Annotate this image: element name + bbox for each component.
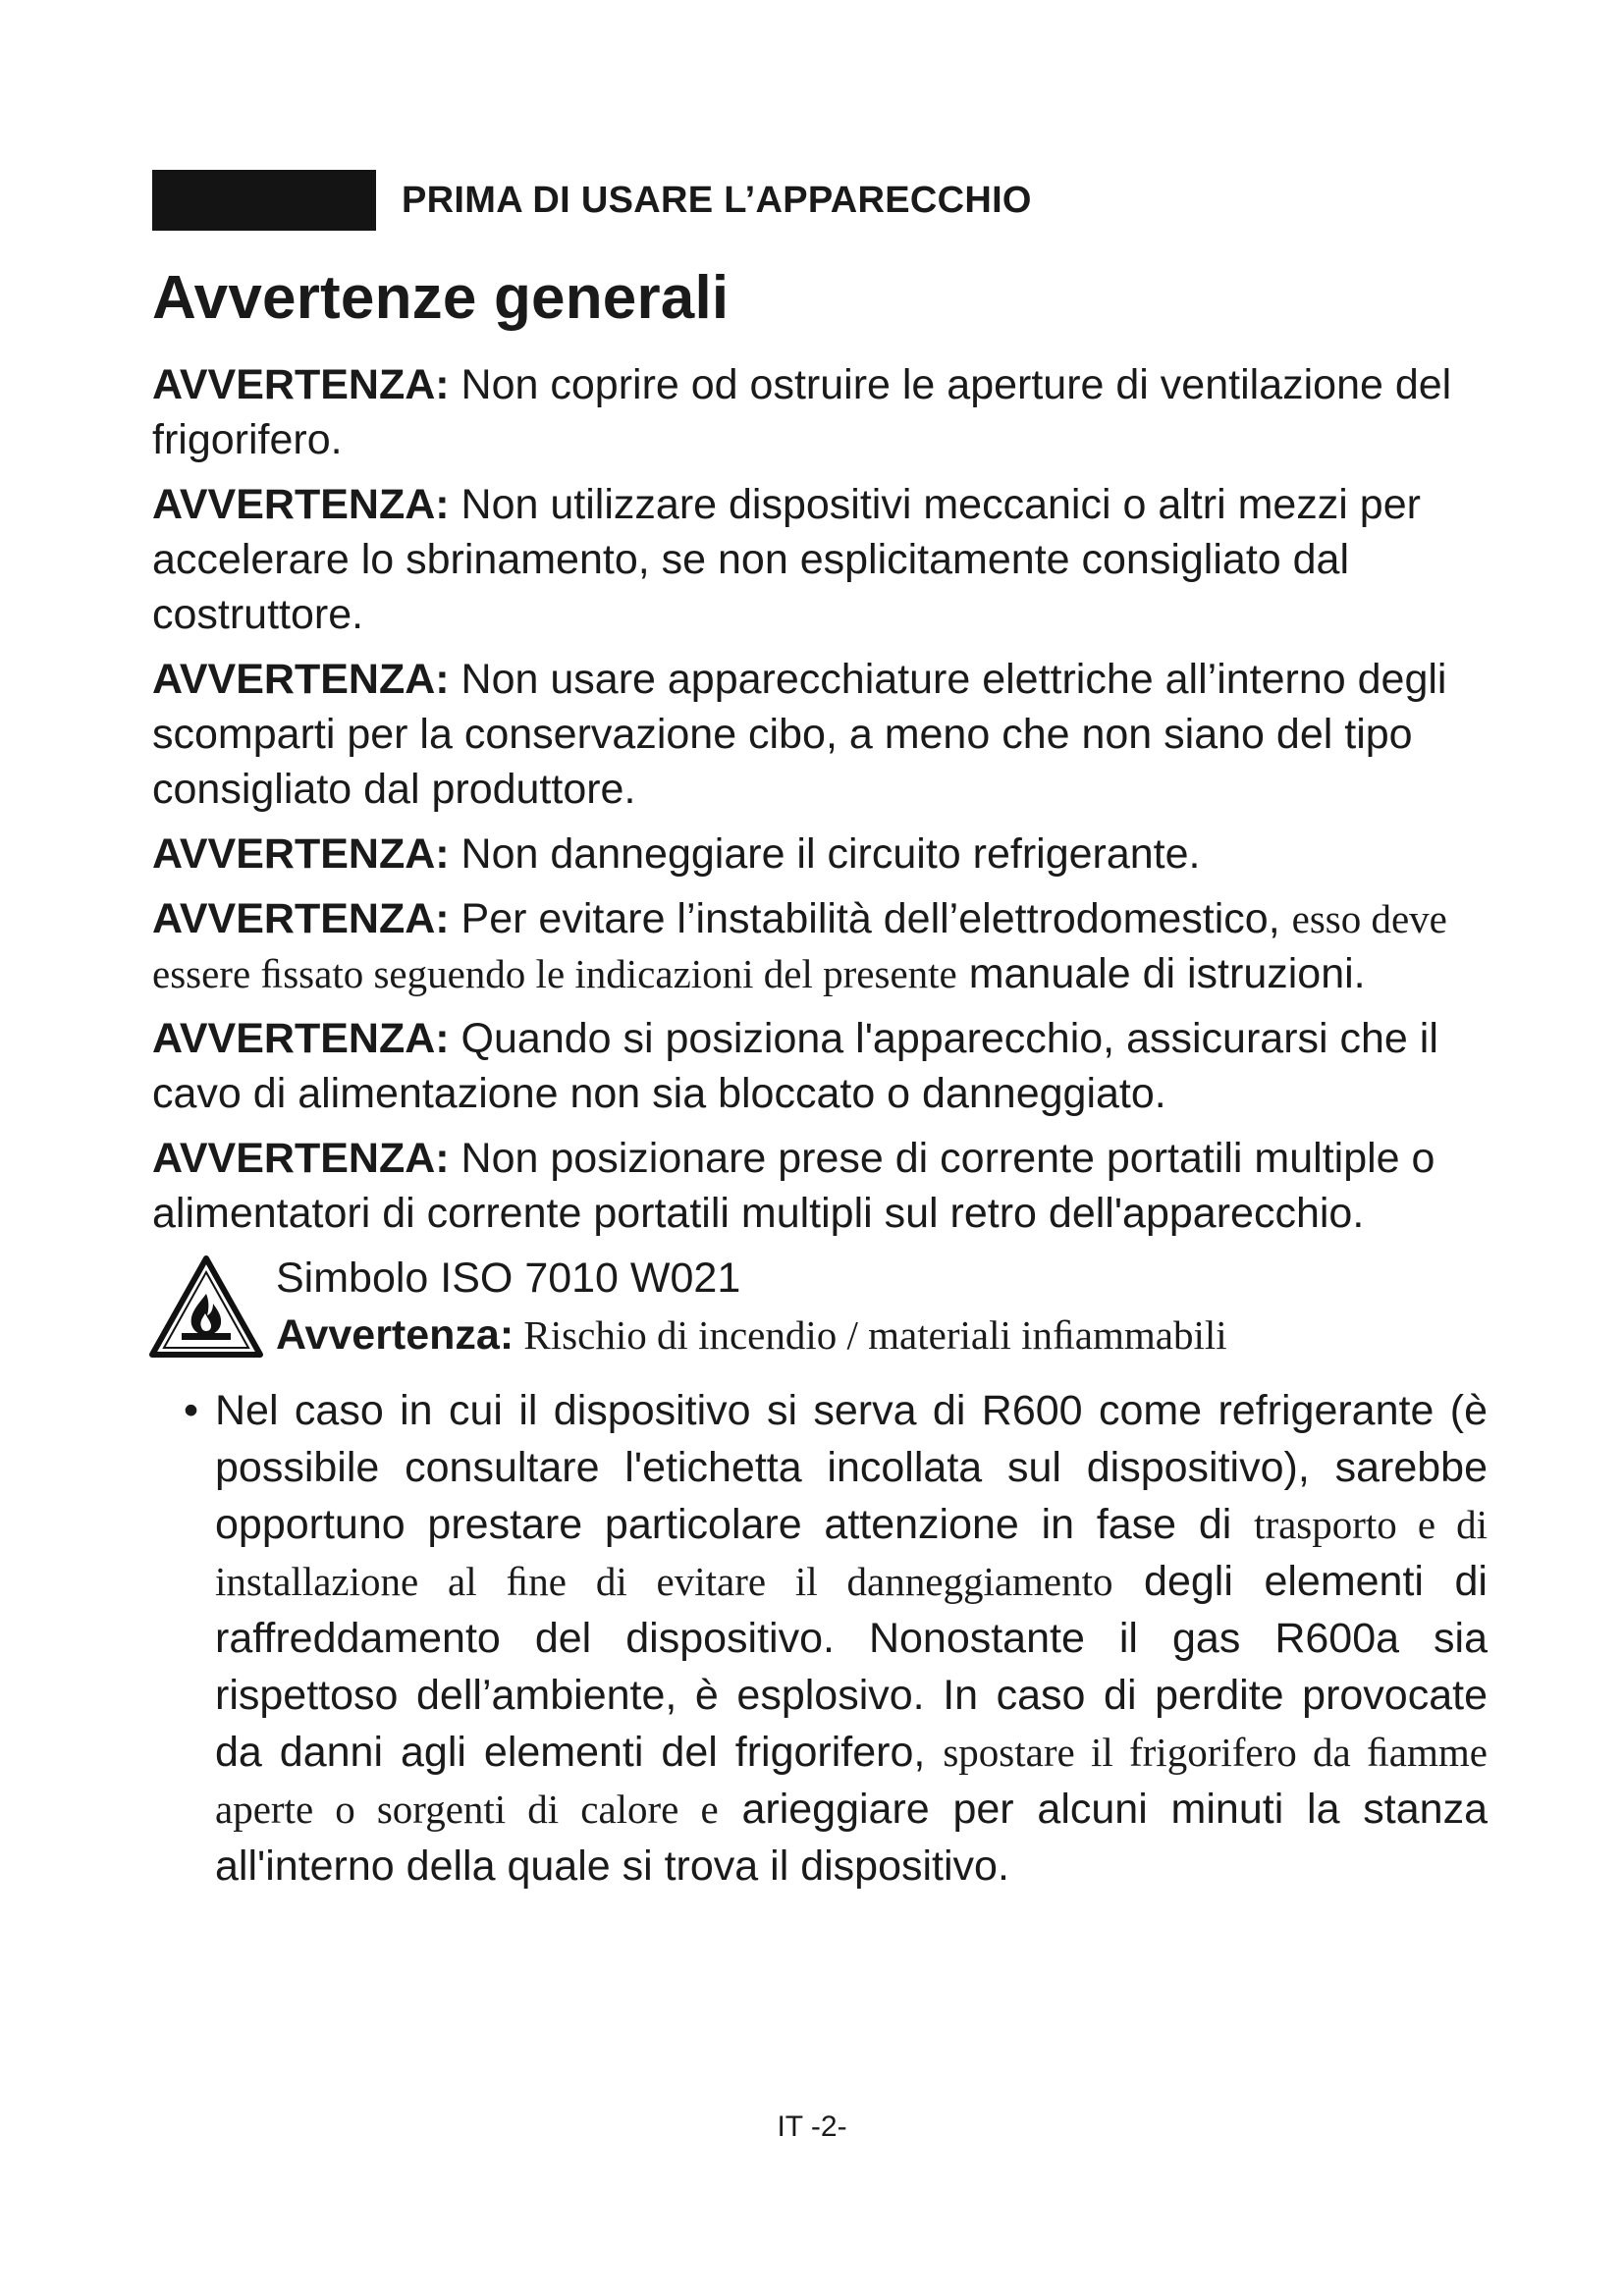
iso-symbol-block [152, 1251, 1488, 1372]
warning-label: AVVERTENZA: [152, 1015, 450, 1062]
iso-symbol-code: Simbolo ISO 7010 W021 [276, 1255, 741, 1302]
flammable-warning-icon [148, 1255, 264, 1359]
warning-text: Non coprire od ostruire le aperture di ventilazione del frigorifero. [152, 361, 1452, 463]
warning-ventilation [152, 357, 1488, 467]
warning-label: AVVERTENZA: [152, 481, 450, 528]
warning-text: Non usare apparecchiature elettriche all’interno degli scomparti per la conservazione cibo, a meno che non siano del tipo consigliato dal produttore. [152, 656, 1447, 813]
section-header [152, 169, 1488, 232]
iso-warning-line [276, 1308, 1227, 1362]
warning-text: Non utilizzare dispositivi meccanici o altri mezzi per accelerare lo sbrinamento, se non esplicitamente consigliato dal costruttore. [152, 481, 1421, 638]
warning-text: Quando si posiziona l'apparecchio, assicurarsi che il cavo di alimentazione non sia bloccato o danneggiato. [152, 1015, 1438, 1117]
warning-stability [152, 891, 1488, 1001]
bullet-marker: • [184, 1387, 199, 1434]
warning-electrical [152, 652, 1488, 817]
warning-text-serif: esso deve essere ﬁssato seguendo le indicazioni del presente [152, 896, 1447, 996]
warning-power-cable [152, 1011, 1488, 1121]
r600-bullet-item [152, 1382, 1488, 1895]
iso-warning-text: Rischio di incendio / materiali inﬁammabili [514, 1312, 1227, 1358]
warning-label: AVVERTENZA: [152, 1135, 450, 1182]
section-bar [152, 170, 376, 231]
warning-power-strips [152, 1131, 1488, 1241]
bullet-text-1: Nel caso in cui il dispositivo si serva di R600 come refrigerante (è possibile consultare l'etichetta incollata sul dispositivo), sarebbe opportuno prestare particolare attenzione in fase di [215, 1387, 1488, 1548]
warning-label: AVVERTENZA: [152, 830, 450, 878]
bullet-text-2: degli elementi di raffreddamento del dispositivo. Nonostante il gas R600a sia rispettoso dell’ambiente, è esplosivo. In caso di perdite provocate da danni agli elementi del frigorifero, [215, 1558, 1488, 1776]
page-content [152, 169, 1488, 1895]
bullet-text-3: arieggiare per alcuni minuti la stanza all'interno della quale si trova il dispositivo. [215, 1786, 1488, 1890]
warning-defrost [152, 477, 1488, 642]
warnings-list [152, 357, 1488, 1241]
warning-text: Non danneggiare il circuito refrigerante. [449, 830, 1201, 878]
bullet-text-serif-1: trasporto e di installazione al ﬁne di evitare il danneggiamento [215, 1502, 1488, 1604]
bullet-text-serif-2: spostare il frigorifero da ﬁamme aperte o sorgenti di calore e [215, 1730, 1488, 1832]
warning-text: Per evitare l’instabilità dell’elettrodomestico, [449, 895, 1292, 942]
page-number: IT -2- [777, 2110, 847, 2143]
page-title: Avvertenze generali [152, 264, 730, 332]
iso-warning-label: Avvertenza: [276, 1311, 514, 1359]
warning-label: AVVERTENZA: [152, 895, 450, 942]
warning-label: AVVERTENZA: [152, 361, 450, 408]
warning-refrigerant-circuit [152, 827, 1488, 881]
section-title: PRIMA DI USARE L’APPARECCHIO [402, 179, 1032, 221]
warning-text-after: manuale di istruzioni. [956, 950, 1366, 997]
warning-label: AVVERTENZA: [152, 656, 450, 703]
warning-text: Non posizionare prese di corrente portatili multiple o alimentatori di corrente portatili multipli sul retro dell'apparecchio. [152, 1135, 1435, 1237]
